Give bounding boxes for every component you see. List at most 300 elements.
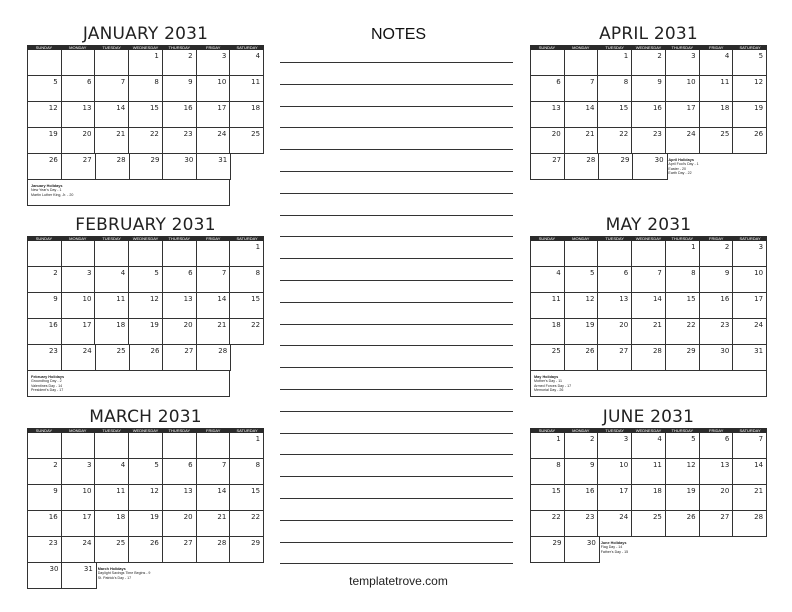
day-cell bbox=[565, 485, 599, 511]
day-number: 25 bbox=[116, 347, 126, 355]
day-cell bbox=[62, 102, 96, 128]
weekday-label: FRIDAY bbox=[709, 428, 724, 433]
day-number: 12 bbox=[585, 295, 595, 303]
day-cell bbox=[163, 293, 197, 319]
day-cell bbox=[733, 50, 767, 76]
day-cell bbox=[733, 345, 767, 371]
week-row bbox=[28, 459, 264, 485]
empty-day-cell bbox=[163, 241, 197, 267]
day-number: 20 bbox=[82, 130, 92, 138]
note-line bbox=[280, 171, 513, 172]
trailing-space bbox=[231, 154, 264, 180]
day-number: 6 bbox=[724, 435, 730, 443]
day-number: 30 bbox=[720, 347, 730, 355]
day-cell bbox=[95, 267, 129, 293]
day-cell bbox=[598, 128, 632, 154]
holiday-item: Mother's Day - 11 bbox=[534, 379, 562, 384]
day-number: 27 bbox=[82, 156, 92, 164]
day-number: 9 bbox=[589, 461, 595, 469]
day-cell bbox=[598, 76, 632, 102]
day-cell bbox=[62, 459, 96, 485]
day-cell bbox=[129, 267, 163, 293]
day-cell bbox=[96, 345, 130, 371]
week-row bbox=[28, 293, 264, 319]
day-cell bbox=[666, 102, 700, 128]
day-cell bbox=[666, 76, 700, 102]
day-number: 11 bbox=[652, 461, 662, 469]
weekday-label: THURSDAY bbox=[168, 236, 191, 241]
week-row bbox=[28, 76, 264, 102]
day-number: 8 bbox=[623, 78, 629, 86]
day-number: 27 bbox=[552, 156, 562, 164]
day-cell bbox=[531, 459, 565, 485]
day-cell bbox=[62, 76, 96, 102]
day-cell bbox=[163, 50, 197, 76]
day-number: 14 bbox=[217, 295, 227, 303]
weekday-label: SUNDAY bbox=[35, 236, 53, 241]
weekday-label: WEDNESDAY bbox=[635, 45, 662, 50]
day-number: 28 bbox=[217, 539, 227, 547]
day-number: 1 bbox=[623, 52, 629, 60]
day-cell bbox=[163, 485, 197, 511]
day-number: 3 bbox=[86, 269, 92, 277]
day-number: 11 bbox=[251, 78, 261, 86]
day-number: 3 bbox=[758, 243, 764, 251]
day-number: 8 bbox=[154, 78, 159, 86]
note-line bbox=[280, 498, 513, 499]
day-number: 21 bbox=[116, 130, 126, 138]
day-number: 18 bbox=[251, 104, 261, 112]
day-cell bbox=[733, 459, 767, 485]
holiday-list bbox=[98, 567, 264, 580]
day-number: 14 bbox=[116, 104, 126, 112]
day-cell bbox=[230, 102, 264, 128]
day-number: 22 bbox=[619, 130, 629, 138]
day-cell bbox=[632, 102, 666, 128]
day-number: 9 bbox=[657, 78, 662, 86]
day-cell bbox=[230, 485, 264, 511]
week-row bbox=[531, 345, 767, 371]
day-number: 6 bbox=[188, 269, 193, 277]
weekday-label: THURSDAY bbox=[168, 45, 191, 50]
day-cell bbox=[632, 433, 666, 459]
day-number: 13 bbox=[551, 104, 561, 112]
day-cell bbox=[197, 76, 231, 102]
day-number: 14 bbox=[652, 295, 662, 303]
day-cell bbox=[130, 154, 164, 180]
day-cell bbox=[565, 433, 599, 459]
weekday-label: SUNDAY bbox=[538, 236, 556, 241]
empty-day-cell bbox=[95, 433, 129, 459]
day-number: 2 bbox=[589, 435, 595, 443]
day-cell bbox=[700, 128, 734, 154]
day-number: 30 bbox=[586, 539, 596, 547]
day-cell bbox=[95, 76, 129, 102]
holiday-item: New Year's Day - 1 bbox=[31, 188, 62, 193]
day-cell bbox=[28, 102, 62, 128]
weekday-label: TUESDAY bbox=[605, 236, 624, 241]
day-cell bbox=[197, 293, 231, 319]
day-number: 23 bbox=[183, 130, 193, 138]
day-cell bbox=[666, 128, 700, 154]
week-row bbox=[28, 537, 264, 563]
day-number: 21 bbox=[754, 487, 764, 495]
day-cell bbox=[700, 50, 734, 76]
day-cell bbox=[565, 154, 599, 180]
day-cell bbox=[129, 76, 163, 102]
day-cell bbox=[632, 76, 666, 102]
day-number: 29 bbox=[150, 156, 160, 164]
day-number: 7 bbox=[221, 461, 227, 469]
day-number: 1 bbox=[255, 435, 261, 443]
day-cell bbox=[565, 267, 599, 293]
note-line bbox=[280, 215, 513, 216]
day-cell bbox=[531, 128, 565, 154]
day-cell bbox=[130, 345, 164, 371]
day-number: 8 bbox=[255, 269, 261, 277]
day-number: 27 bbox=[184, 347, 194, 355]
day-cell bbox=[733, 102, 767, 128]
day-number: 28 bbox=[652, 347, 662, 355]
day-cell bbox=[163, 345, 197, 371]
day-cell bbox=[197, 319, 231, 345]
week-row bbox=[28, 433, 264, 459]
day-number: 28 bbox=[116, 156, 126, 164]
day-number: 10 bbox=[82, 295, 92, 303]
note-line bbox=[280, 84, 513, 85]
holiday-title: April Holidays bbox=[668, 158, 694, 162]
day-number: 16 bbox=[720, 295, 730, 303]
weekday-label: SUNDAY bbox=[538, 428, 556, 433]
day-cell bbox=[733, 293, 767, 319]
day-cell bbox=[129, 128, 163, 154]
empty-day-cell bbox=[197, 433, 231, 459]
day-number: 30 bbox=[49, 565, 59, 573]
week-row bbox=[531, 241, 767, 267]
day-cell bbox=[666, 433, 700, 459]
day-cell bbox=[632, 50, 666, 76]
day-cell bbox=[666, 267, 700, 293]
day-number: 26 bbox=[150, 347, 160, 355]
day-number: 16 bbox=[652, 104, 662, 112]
day-cell bbox=[62, 128, 96, 154]
weekday-label: SATURDAY bbox=[739, 236, 761, 241]
day-number: 2 bbox=[188, 52, 193, 60]
day-cell bbox=[632, 319, 666, 345]
holiday-list bbox=[31, 375, 231, 393]
holiday-item: Earth Day - 22 bbox=[668, 171, 692, 176]
day-cell bbox=[599, 154, 633, 180]
note-line bbox=[280, 454, 513, 455]
weekday-label: MONDAY bbox=[69, 45, 87, 50]
note-line bbox=[280, 236, 513, 237]
day-number: 20 bbox=[183, 321, 193, 329]
week-row bbox=[531, 128, 767, 154]
week-row bbox=[28, 319, 264, 345]
day-number: 6 bbox=[86, 78, 92, 86]
day-number: 17 bbox=[82, 321, 92, 329]
weekday-label: FRIDAY bbox=[206, 428, 221, 433]
note-line bbox=[280, 127, 513, 128]
day-number: 8 bbox=[255, 461, 261, 469]
day-cell bbox=[62, 563, 96, 589]
month-grid bbox=[530, 45, 767, 180]
note-line bbox=[280, 563, 513, 564]
day-number: 15 bbox=[551, 487, 561, 495]
month-title: MARCH 2031 bbox=[89, 407, 202, 427]
day-cell bbox=[531, 537, 565, 563]
day-cell bbox=[28, 563, 62, 589]
day-cell bbox=[598, 345, 632, 371]
week-row bbox=[531, 319, 767, 345]
day-cell bbox=[632, 128, 666, 154]
week-row bbox=[28, 267, 264, 293]
day-number: 24 bbox=[754, 321, 764, 329]
day-number: 1 bbox=[255, 243, 261, 251]
weekday-label: MONDAY bbox=[69, 428, 87, 433]
week-row bbox=[531, 433, 767, 459]
empty-day-cell bbox=[28, 50, 62, 76]
day-cell bbox=[666, 345, 700, 371]
day-number: 13 bbox=[183, 487, 193, 495]
week-row bbox=[28, 511, 264, 537]
note-line bbox=[280, 542, 513, 543]
day-cell bbox=[28, 537, 62, 563]
day-number: 5 bbox=[758, 52, 764, 60]
day-cell bbox=[700, 293, 734, 319]
day-number: 24 bbox=[82, 347, 92, 355]
weekday-label: SUNDAY bbox=[35, 428, 53, 433]
empty-day-cell bbox=[598, 241, 632, 267]
holiday-item: Easter - 20 bbox=[668, 166, 686, 171]
day-cell bbox=[230, 267, 264, 293]
month-title: MAY 2031 bbox=[605, 215, 692, 235]
day-cell bbox=[565, 537, 599, 563]
day-cell bbox=[129, 319, 163, 345]
day-cell bbox=[129, 485, 163, 511]
day-number: 28 bbox=[754, 513, 764, 521]
day-number: 26 bbox=[149, 539, 159, 547]
weekday-label: MONDAY bbox=[572, 45, 590, 50]
day-cell bbox=[62, 345, 96, 371]
day-number: 7 bbox=[758, 435, 764, 443]
day-cell bbox=[62, 267, 96, 293]
day-cell bbox=[62, 154, 96, 180]
day-cell bbox=[531, 76, 565, 102]
day-cell bbox=[163, 76, 197, 102]
day-cell bbox=[129, 293, 163, 319]
day-number: 12 bbox=[754, 78, 764, 86]
day-number: 3 bbox=[691, 52, 696, 60]
empty-day-cell bbox=[129, 433, 163, 459]
weekday-label: WEDNESDAY bbox=[635, 428, 662, 433]
day-number: 21 bbox=[217, 513, 227, 521]
day-number: 16 bbox=[183, 104, 193, 112]
day-cell bbox=[28, 293, 62, 319]
day-cell bbox=[230, 293, 264, 319]
day-number: 31 bbox=[218, 156, 228, 164]
holiday-item: President's Day - 17 bbox=[31, 388, 64, 393]
day-cell bbox=[95, 537, 129, 563]
day-number: 29 bbox=[251, 539, 261, 547]
day-cell bbox=[230, 511, 264, 537]
day-cell bbox=[733, 433, 767, 459]
note-line bbox=[280, 389, 513, 390]
day-number: 19 bbox=[686, 487, 696, 495]
day-number: 30 bbox=[184, 156, 194, 164]
weekday-label: SATURDAY bbox=[236, 236, 258, 241]
day-number: 8 bbox=[691, 269, 696, 277]
day-cell bbox=[700, 485, 734, 511]
day-number: 20 bbox=[619, 321, 629, 329]
day-number: 22 bbox=[251, 321, 261, 329]
day-number: 30 bbox=[654, 156, 664, 164]
month-title: JANUARY 2031 bbox=[82, 24, 209, 44]
day-cell bbox=[62, 319, 96, 345]
day-number: 20 bbox=[720, 487, 730, 495]
day-cell bbox=[598, 267, 632, 293]
empty-day-cell bbox=[531, 241, 565, 267]
weekday-label: SATURDAY bbox=[236, 428, 258, 433]
weekday-label: MONDAY bbox=[572, 428, 590, 433]
day-cell bbox=[700, 345, 734, 371]
holiday-title: May Holidays bbox=[534, 375, 559, 379]
note-line bbox=[280, 280, 513, 281]
day-number: 25 bbox=[551, 347, 561, 355]
holiday-title: March Holidays bbox=[97, 567, 126, 571]
note-line bbox=[280, 193, 513, 194]
day-number: 16 bbox=[48, 513, 58, 521]
weekday-label: TUESDAY bbox=[102, 428, 121, 433]
day-number: 11 bbox=[116, 295, 126, 303]
day-cell bbox=[666, 293, 700, 319]
day-number: 19 bbox=[585, 321, 595, 329]
day-number: 9 bbox=[188, 78, 193, 86]
day-number: 3 bbox=[221, 52, 227, 60]
day-number: 26 bbox=[585, 347, 595, 355]
day-cell bbox=[163, 511, 197, 537]
day-number: 29 bbox=[552, 539, 562, 547]
day-cell bbox=[632, 345, 666, 371]
day-number: 6 bbox=[188, 461, 193, 469]
day-cell bbox=[666, 459, 700, 485]
day-cell bbox=[197, 50, 231, 76]
day-number: 27 bbox=[183, 539, 193, 547]
month-grid bbox=[27, 428, 264, 589]
note-line bbox=[280, 345, 513, 346]
day-cell bbox=[62, 537, 96, 563]
day-cell bbox=[28, 511, 62, 537]
day-cell bbox=[28, 154, 62, 180]
note-line bbox=[280, 411, 513, 412]
day-number: 24 bbox=[82, 539, 92, 547]
day-cell bbox=[28, 319, 62, 345]
day-cell bbox=[733, 241, 767, 267]
day-number: 23 bbox=[48, 539, 58, 547]
day-number: 2 bbox=[53, 461, 58, 469]
day-cell bbox=[700, 319, 734, 345]
note-line bbox=[280, 520, 513, 521]
weekday-label: THURSDAY bbox=[671, 45, 694, 50]
day-number: 3 bbox=[623, 435, 629, 443]
day-number: 12 bbox=[48, 104, 58, 112]
day-number: 8 bbox=[556, 461, 561, 469]
day-number: 6 bbox=[556, 78, 561, 86]
day-cell bbox=[230, 459, 264, 485]
holiday-item: Valentines Day - 14 bbox=[31, 383, 63, 388]
weekday-label: TUESDAY bbox=[605, 45, 624, 50]
week-row bbox=[531, 76, 767, 102]
day-cell bbox=[129, 459, 163, 485]
day-number: 27 bbox=[720, 513, 730, 521]
day-number: 10 bbox=[754, 269, 764, 277]
day-number: 24 bbox=[217, 130, 227, 138]
day-number: 4 bbox=[120, 269, 126, 277]
day-number: 31 bbox=[754, 347, 764, 355]
weekday-label: WEDNESDAY bbox=[132, 45, 159, 50]
day-number: 1 bbox=[154, 52, 159, 60]
day-cell bbox=[95, 102, 129, 128]
weekday-label: WEDNESDAY bbox=[132, 428, 159, 433]
day-number: 4 bbox=[120, 461, 126, 469]
day-number: 3 bbox=[86, 461, 92, 469]
week-row bbox=[531, 511, 767, 537]
month-title: APRIL 2031 bbox=[599, 24, 698, 44]
day-number: 5 bbox=[154, 461, 159, 469]
holiday-title: June Holidays bbox=[600, 541, 627, 545]
day-number: 12 bbox=[149, 295, 159, 303]
day-cell bbox=[28, 267, 62, 293]
month-title: JUNE 2031 bbox=[602, 407, 695, 427]
month-grid bbox=[27, 236, 264, 393]
holiday-item: Flag Day - 14 bbox=[600, 545, 623, 550]
day-number: 25 bbox=[720, 130, 730, 138]
day-cell bbox=[531, 102, 565, 128]
day-number: 29 bbox=[620, 156, 630, 164]
day-cell bbox=[163, 128, 197, 154]
day-cell bbox=[129, 102, 163, 128]
day-cell bbox=[95, 511, 129, 537]
day-number: 4 bbox=[556, 269, 561, 277]
day-number: 2 bbox=[724, 243, 730, 251]
day-number: 10 bbox=[82, 487, 92, 495]
day-cell bbox=[565, 345, 599, 371]
day-cell bbox=[565, 76, 599, 102]
day-number: 28 bbox=[586, 156, 596, 164]
day-number: 22 bbox=[551, 513, 561, 521]
day-cell bbox=[62, 485, 96, 511]
day-cell bbox=[598, 102, 632, 128]
weekday-label: TUESDAY bbox=[102, 236, 121, 241]
day-number: 9 bbox=[724, 269, 730, 277]
day-cell bbox=[95, 459, 129, 485]
weekday-label: SATURDAY bbox=[739, 428, 761, 433]
weekday-label: FRIDAY bbox=[709, 45, 724, 50]
day-cell bbox=[598, 511, 632, 537]
day-number: 24 bbox=[619, 513, 629, 521]
holiday-item: April Fool's Day - 1 bbox=[668, 162, 699, 167]
empty-day-cell bbox=[632, 241, 666, 267]
day-number: 9 bbox=[53, 295, 58, 303]
day-number: 29 bbox=[686, 347, 696, 355]
day-cell bbox=[733, 319, 767, 345]
day-cell bbox=[230, 241, 264, 267]
weekday-label: TUESDAY bbox=[102, 45, 121, 50]
day-number: 23 bbox=[585, 513, 595, 521]
note-line bbox=[280, 433, 513, 434]
weekday-label: FRIDAY bbox=[206, 236, 221, 241]
day-cell bbox=[666, 511, 700, 537]
